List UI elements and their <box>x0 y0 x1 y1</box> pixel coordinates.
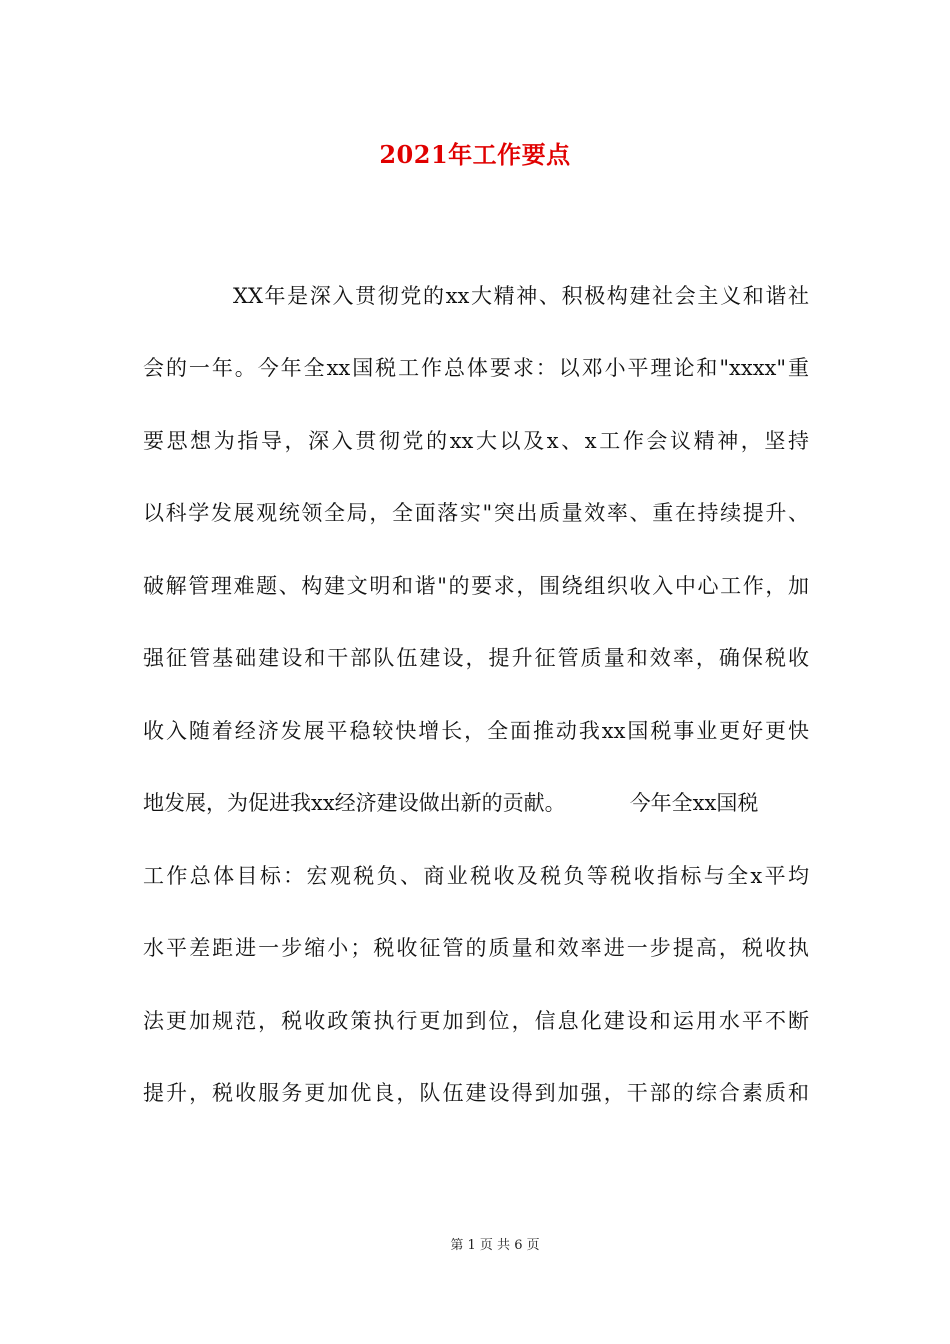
body-line: 工作总体目标：宏观税负、商业税收及税负等税收指标与全x平均 <box>143 864 809 888</box>
body-line: 要思想为指导，深入贯彻党的xx大以及x、x工作会议精神，坚持 <box>143 429 809 453</box>
body-line-split <box>143 785 809 821</box>
body-line: 会的一年。今年全xx国税工作总体要求：以邓小平理论和"xxxx"重 <box>143 356 809 380</box>
page-indicator: 第 1 页 共 6 页 <box>450 1238 540 1253</box>
body-line: 提升，税收服务更加优良，队伍建设得到加强，干部的综合素质和 <box>143 1081 809 1105</box>
body-line: 强征管基础建设和干部队伍建设，提升征管质量和效率，确保税收 <box>143 646 809 670</box>
body-line-part: 今年全xx国税 <box>629 791 759 815</box>
body-line-part: 地发展，为促进我xx经济建设做出新的贡献。 <box>143 791 566 815</box>
body-line: 水平差距进一步缩小；税收征管的质量和效率进一步提高，税收执 <box>143 936 809 960</box>
body-line: XX年是深入贯彻党的xx大精神、积极构建社会主义和谐社 <box>233 284 809 308</box>
body-line: 以科学发展观统领全局，全面落实"突出质量效率、重在持续提升、 <box>143 501 809 525</box>
document-title: 2021年工作要点 <box>379 140 571 169</box>
body-line: 收入随着经济发展平稳较快增长，全面推动我xx国税事业更好更快 <box>143 719 809 743</box>
body-line: 破解管理难题、构建文明和谐"的要求，围绕组织收入中心工作，加 <box>143 574 809 598</box>
body-line: 法更加规范，税收政策执行更加到位，信息化建设和运用水平不断 <box>143 1009 809 1033</box>
